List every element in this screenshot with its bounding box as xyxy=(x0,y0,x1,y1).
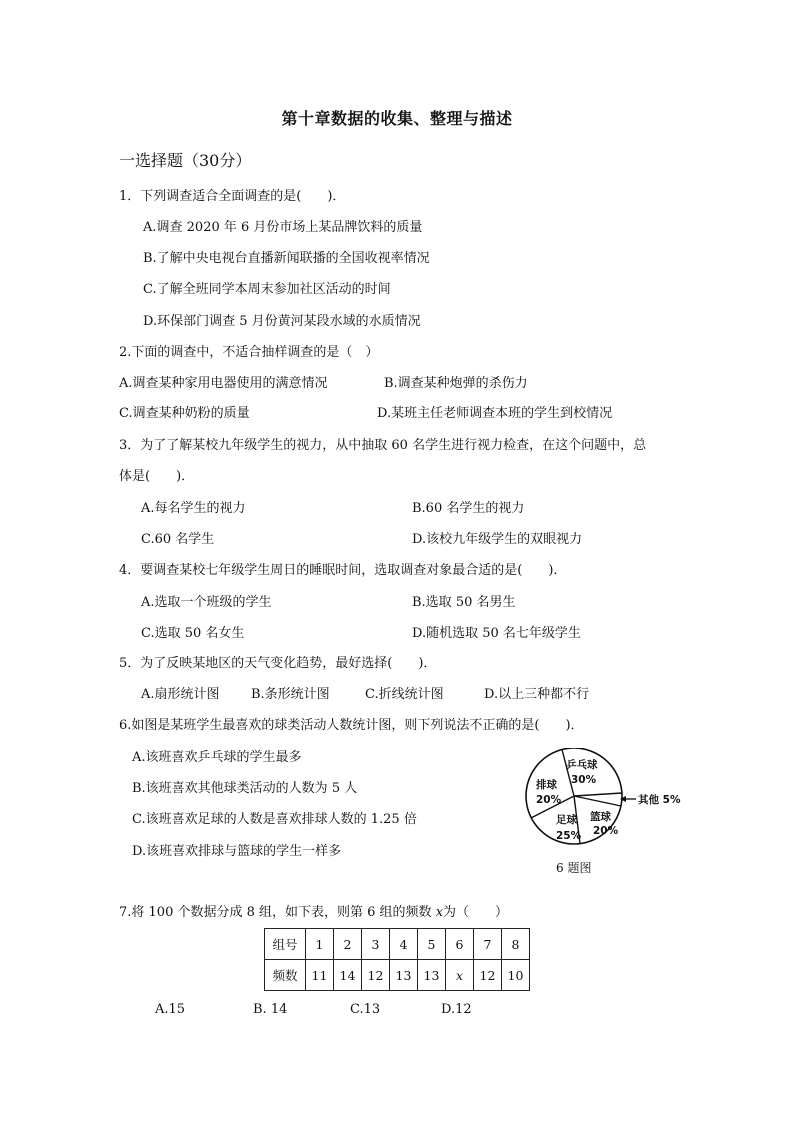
q7-option-d: D.12 xyxy=(441,1002,472,1017)
table-row xyxy=(265,960,530,991)
q3-option-b: B.60 名学生的视力 xyxy=(412,501,525,516)
q5-option-d: D.以上三种都不行 xyxy=(484,687,590,702)
q3-stem-line1: 3．为了了解某校九年级学生的视力，从中抽取 60 名学生进行视力检查，在这个问题中，总 xyxy=(119,438,647,453)
q5-option-c: C.折线统计图 xyxy=(365,687,444,702)
q4-option-a: A.选取一个班级的学生 xyxy=(141,595,272,610)
q4-option-d: D.随机选取 50 名七年级学生 xyxy=(412,626,581,641)
q6-stem: 6.如图是某班学生最喜欢的球类活动人数统计图，则下列说法不正确的是( )． xyxy=(119,718,584,733)
q7-stem-pre: 7.将 100 个数据分成 8 组，如下表，则第 6 组的频数 xyxy=(119,905,436,920)
slice-label-other: 其他 5% xyxy=(638,794,681,806)
q6-option-b: B.该班喜欢其他球类活动的人数为 5 人 xyxy=(132,781,358,796)
q6-option-a: A.该班喜欢乒乓球的学生最多 xyxy=(132,750,302,765)
table-cell: 1 xyxy=(306,929,334,960)
table-cell: 7 xyxy=(474,929,502,960)
q1-option-b: B.了解中央电视台直播新闻联播的全国收视率情况 xyxy=(143,251,430,266)
table-header-cell: 频数 xyxy=(265,960,306,991)
q3-option-d: D.该校九年级学生的双眼视力 xyxy=(412,532,583,547)
q1-stem: 1．下列调查适合全面调查的是( )． xyxy=(119,189,346,204)
table-cell: 14 xyxy=(334,960,362,991)
table-cell: 5 xyxy=(418,929,446,960)
q2-option-a: A.调查某种家用电器使用的满意情况 xyxy=(119,376,328,391)
q6-pie-chart xyxy=(522,748,692,878)
q4-option-b: B.选取 50 名男生 xyxy=(412,595,516,610)
pie-divider-pingpong-other xyxy=(574,793,622,796)
q7-option-a: A.15 xyxy=(155,1002,186,1017)
table-cell: 3 xyxy=(362,929,390,960)
q2-option-b: B.调查某种炮弹的杀伤力 xyxy=(384,376,528,391)
page-title: 第十章数据的收集、整理与描述 xyxy=(281,109,513,128)
q2-option-c: C.调查某种奶粉的质量 xyxy=(119,406,250,421)
q5-option-a: A.扇形统计图 xyxy=(141,687,220,702)
slice-label-volleyball: 排球 xyxy=(536,779,557,791)
q6-option-d: D.该班喜欢排球与篮球的学生一样多 xyxy=(132,844,342,859)
q5-option-b: B.条形统计图 xyxy=(251,687,330,702)
q7-option-c: C.13 xyxy=(350,1002,381,1017)
q4-option-c: C.选取 50 名女生 xyxy=(141,626,245,641)
q1-option-a: A.调查 2020 年 6 月份市场上某品牌饮料的质量 xyxy=(143,220,423,235)
slice-label-football: 足球 xyxy=(556,814,577,826)
q4-stem: 4．要调查某校七年级学生周日的睡眠时间，选取调查对象最合适的是( )． xyxy=(119,563,567,578)
slice-pct-basketball: 20% xyxy=(593,825,619,837)
table-cell: 10 xyxy=(502,960,530,991)
table-cell: 12 xyxy=(474,960,502,991)
q3-option-c: C.60 名学生 xyxy=(141,532,215,547)
table-cell: 11 xyxy=(306,960,334,991)
q7-frequency-table xyxy=(264,928,530,991)
q6-option-c: C.该班喜欢足球的人数是喜欢排球人数的 1.25 倍 xyxy=(132,812,417,827)
table-cell: 2 xyxy=(334,929,362,960)
table-cell: 12 xyxy=(362,960,390,991)
q7-stem xyxy=(119,904,508,922)
pie-divider-other-basketball xyxy=(574,796,621,806)
q5-stem: 5．为了反映某地区的天气变化趋势，最好选择( )． xyxy=(119,656,437,671)
q3-option-a: A.每名学生的视力 xyxy=(141,501,246,516)
table-cell: x xyxy=(446,960,474,991)
slice-pct-volleyball: 20% xyxy=(536,794,562,806)
table-header-cell: 组号 xyxy=(265,929,306,960)
q2-stem: 2.下面的调查中，不适合抽样调查的是（ ） xyxy=(119,345,379,360)
slice-label-basketball: 篮球 xyxy=(590,811,611,823)
other-arrow-head xyxy=(620,796,626,802)
q7-stem-var: x xyxy=(435,905,444,920)
q2-option-d: D.某班主任老师调查本班的学生到校情况 xyxy=(377,406,613,421)
table-cell: 13 xyxy=(390,960,418,991)
q7-stem-post: 为（ ） xyxy=(443,905,509,920)
table-cell: 13 xyxy=(418,960,446,991)
table-cell: 4 xyxy=(390,929,418,960)
slice-pct-football: 25% xyxy=(556,830,582,842)
table-cell: 8 xyxy=(502,929,530,960)
figure-caption: 6 题图 xyxy=(556,861,592,875)
q1-option-d: D.环保部门调查 5 月份黄河某段水域的水质情况 xyxy=(143,314,421,329)
slice-pct-pingpong: 30% xyxy=(571,774,597,786)
slice-label-pingpong: 乒乓球 xyxy=(566,759,598,771)
q3-stem-line2: 体是( )． xyxy=(119,469,195,484)
table-row xyxy=(265,929,530,960)
section-heading: 一选择题（30分） xyxy=(119,151,252,170)
pie-divider-pingpong-volleyball xyxy=(562,750,574,797)
q1-option-c: C.了解全班同学本周末参加社区活动的时间 xyxy=(143,282,391,297)
q7-option-b: B. 14 xyxy=(253,1002,288,1017)
table-cell: 6 xyxy=(446,929,474,960)
